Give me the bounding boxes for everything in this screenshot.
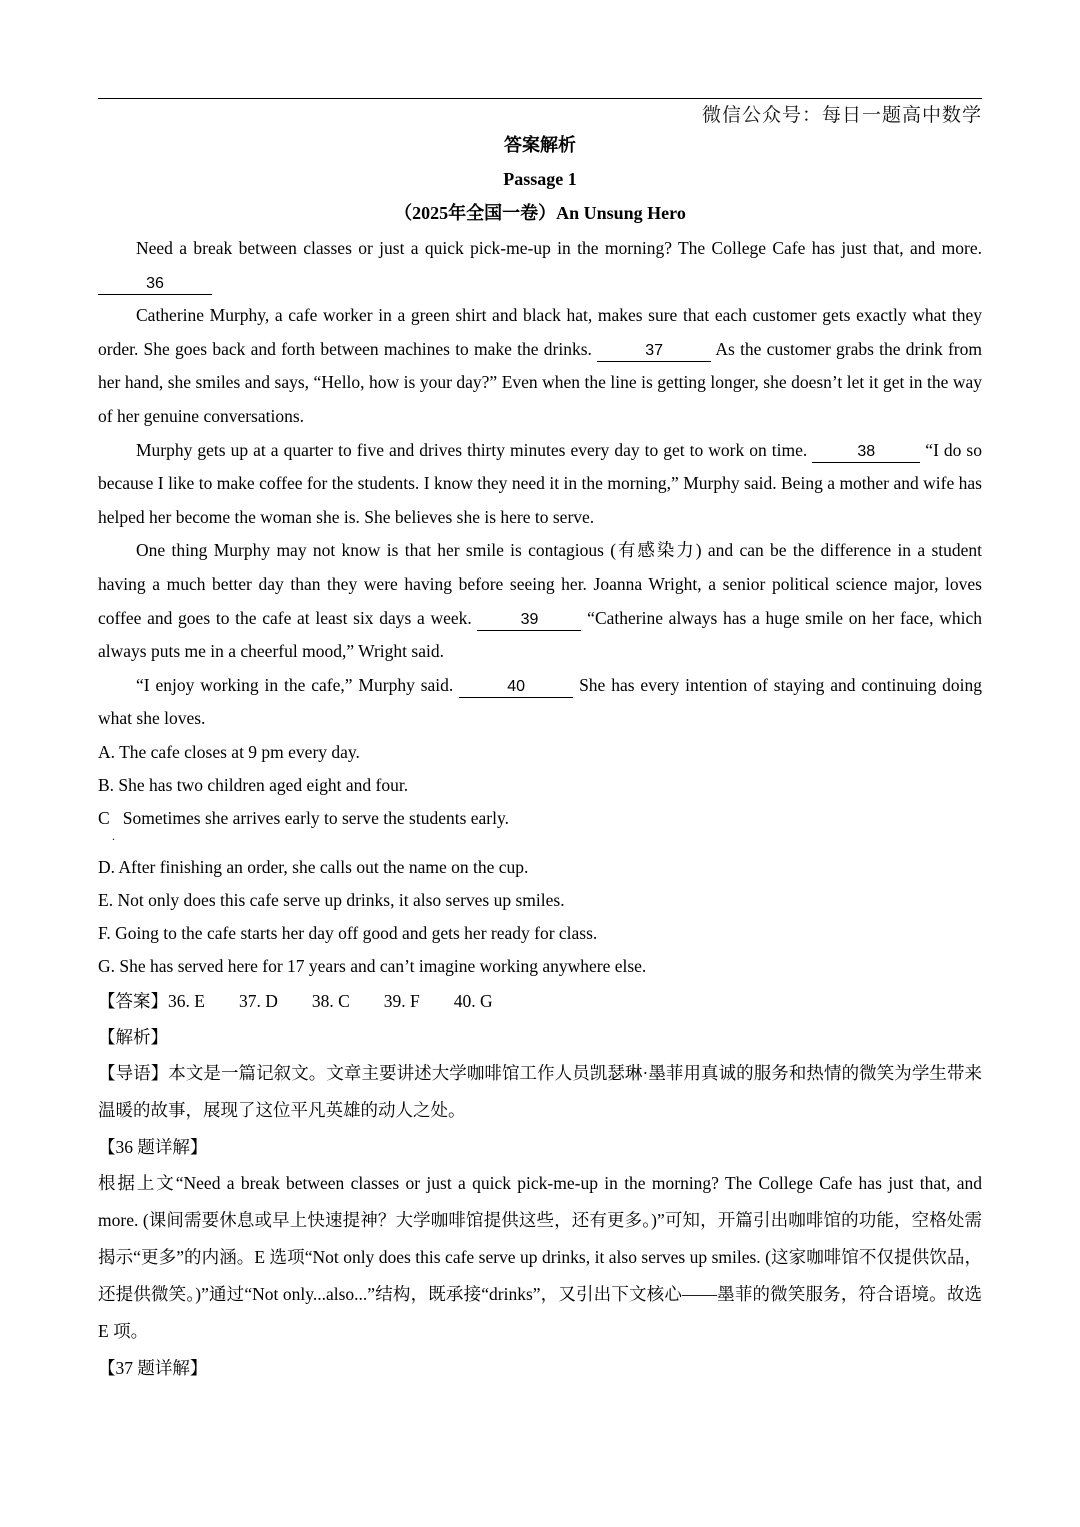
q36-explanation: 根据上文“Need a break between classes or just a quick pick-me-up in the morning? The College Cafe has just that, and more. (课间需要休息或早上快速提神？大学咖啡馆提供这些，还有更多。)”可知，开篇引出咖啡馆的功能，空格处需揭示“更多”的内涵。E 选项“Not only does this cafe serve up drinks, it also serves up smiles. (这家咖啡馆不仅提供饮品，还提供微笑。)”通过“Not only...also...”结构，既承接“drinks”，又引出下文核心——墨菲的微笑服务，符合语境。故选 E 项。: [98, 1172, 982, 1341]
passage-title: Passage 1: [503, 169, 577, 189]
option-b: B. She has two children aged eight and four.: [98, 774, 409, 795]
passage-paragraph-4: One thing Murphy may not know is that her smile is contagious (有感染力) and can be the difference in a student having a much better day than they were having before seeing her. Joanna Wright, a senior political science major, loves coffee and goes to the cafe at least six days a week. 39 “Catherine always has a huge smile on her face, which always puts me in a cheerful mood,” Wright said.: [98, 540, 982, 662]
option-c-text: C Sometimes she arrives early to serve the students early.: [98, 807, 509, 828]
q37-label: 【37 题详解】: [98, 1357, 208, 1378]
blank-38: 38: [812, 442, 920, 463]
passage-paragraph-2: Catherine Murphy, a cafe worker in a green shirt and black hat, makes sure that each customer gets exactly what they order. She goes back and forth between machines to make the drinks. 37 As the customer grabs the drink from her hand, she smiles and says, “Hello, how is your day?” Even when the line is getting longer, she doesn’t let it get in the way of her genuine conversations.: [98, 305, 982, 426]
blank-36: 36: [98, 274, 212, 295]
option-a: A. The cafe closes at 9 pm every day.: [98, 741, 360, 762]
document-content: [98, 232, 982, 1386]
option-e: E. Not only does this cafe serve up drinks, it also serves up smiles.: [98, 889, 565, 910]
header-rule: [98, 98, 982, 99]
header-watermark-note: 微信公众号：每日一题高中数学: [701, 104, 982, 126]
answer-item: 37. D: [238, 990, 278, 1011]
option-c-stray-dot: .: [112, 828, 115, 843]
analysis-label: 【解析】: [98, 1026, 168, 1047]
option-d: D. After finishing an order, she calls out the name on the cup.: [98, 856, 529, 877]
intro-text: 本文是一篇记叙文。文章主要讲述大学咖啡馆工作人员凯瑟琳·墨菲用真诚的服务和热情的微笑为学生带来温暖的故事，展现了这位平凡英雄的动人之处。: [98, 1062, 983, 1120]
option-g: G. She has served here for 17 years and can’t imagine working anywhere else.: [98, 955, 647, 976]
passage-paragraph-1: Need a break between classes or just a quick pick-me-up in the morning? The College Cafe has just that, and more. 36: [98, 232, 982, 299]
main-title: 答案解析: [504, 135, 576, 155]
intro-label: 【导语】: [98, 1062, 169, 1083]
answer-item: 36. E: [168, 990, 205, 1011]
answer-label: 【答案】: [98, 990, 168, 1011]
answer-line: [98, 983, 982, 1019]
q36-label: 【36 题详解】: [98, 1136, 208, 1157]
answer-item: 39. F: [383, 990, 420, 1011]
answer-item: 40. G: [453, 990, 493, 1011]
title-block: [98, 128, 982, 230]
blank-40: 40: [459, 677, 573, 698]
passage-paragraph-3: Murphy gets up at a quarter to five and drives thirty minutes every day to get to work on time. 38 “I do so because I like to make coffee for the students. I know they need it in the morning,” Murphy said. Being a mother and wife has helped her become the woman she is. She believes she is here to serve.: [98, 439, 982, 527]
source-title: （2025年全国一卷）An Unsung Hero: [394, 203, 686, 223]
option-f: F. Going to the cafe starts her day off good and gets her ready for class.: [98, 922, 598, 943]
blank-39: 39: [477, 610, 581, 631]
passage-paragraph-5: “I enjoy working in the cafe,” Murphy said. 40 She has every intention of staying and continuing doing what she loves.: [98, 674, 982, 729]
blank-37: 37: [597, 341, 711, 362]
answer-item: 38. C: [311, 990, 350, 1011]
intro-paragraph: [98, 1055, 982, 1129]
option-c: [98, 802, 982, 851]
